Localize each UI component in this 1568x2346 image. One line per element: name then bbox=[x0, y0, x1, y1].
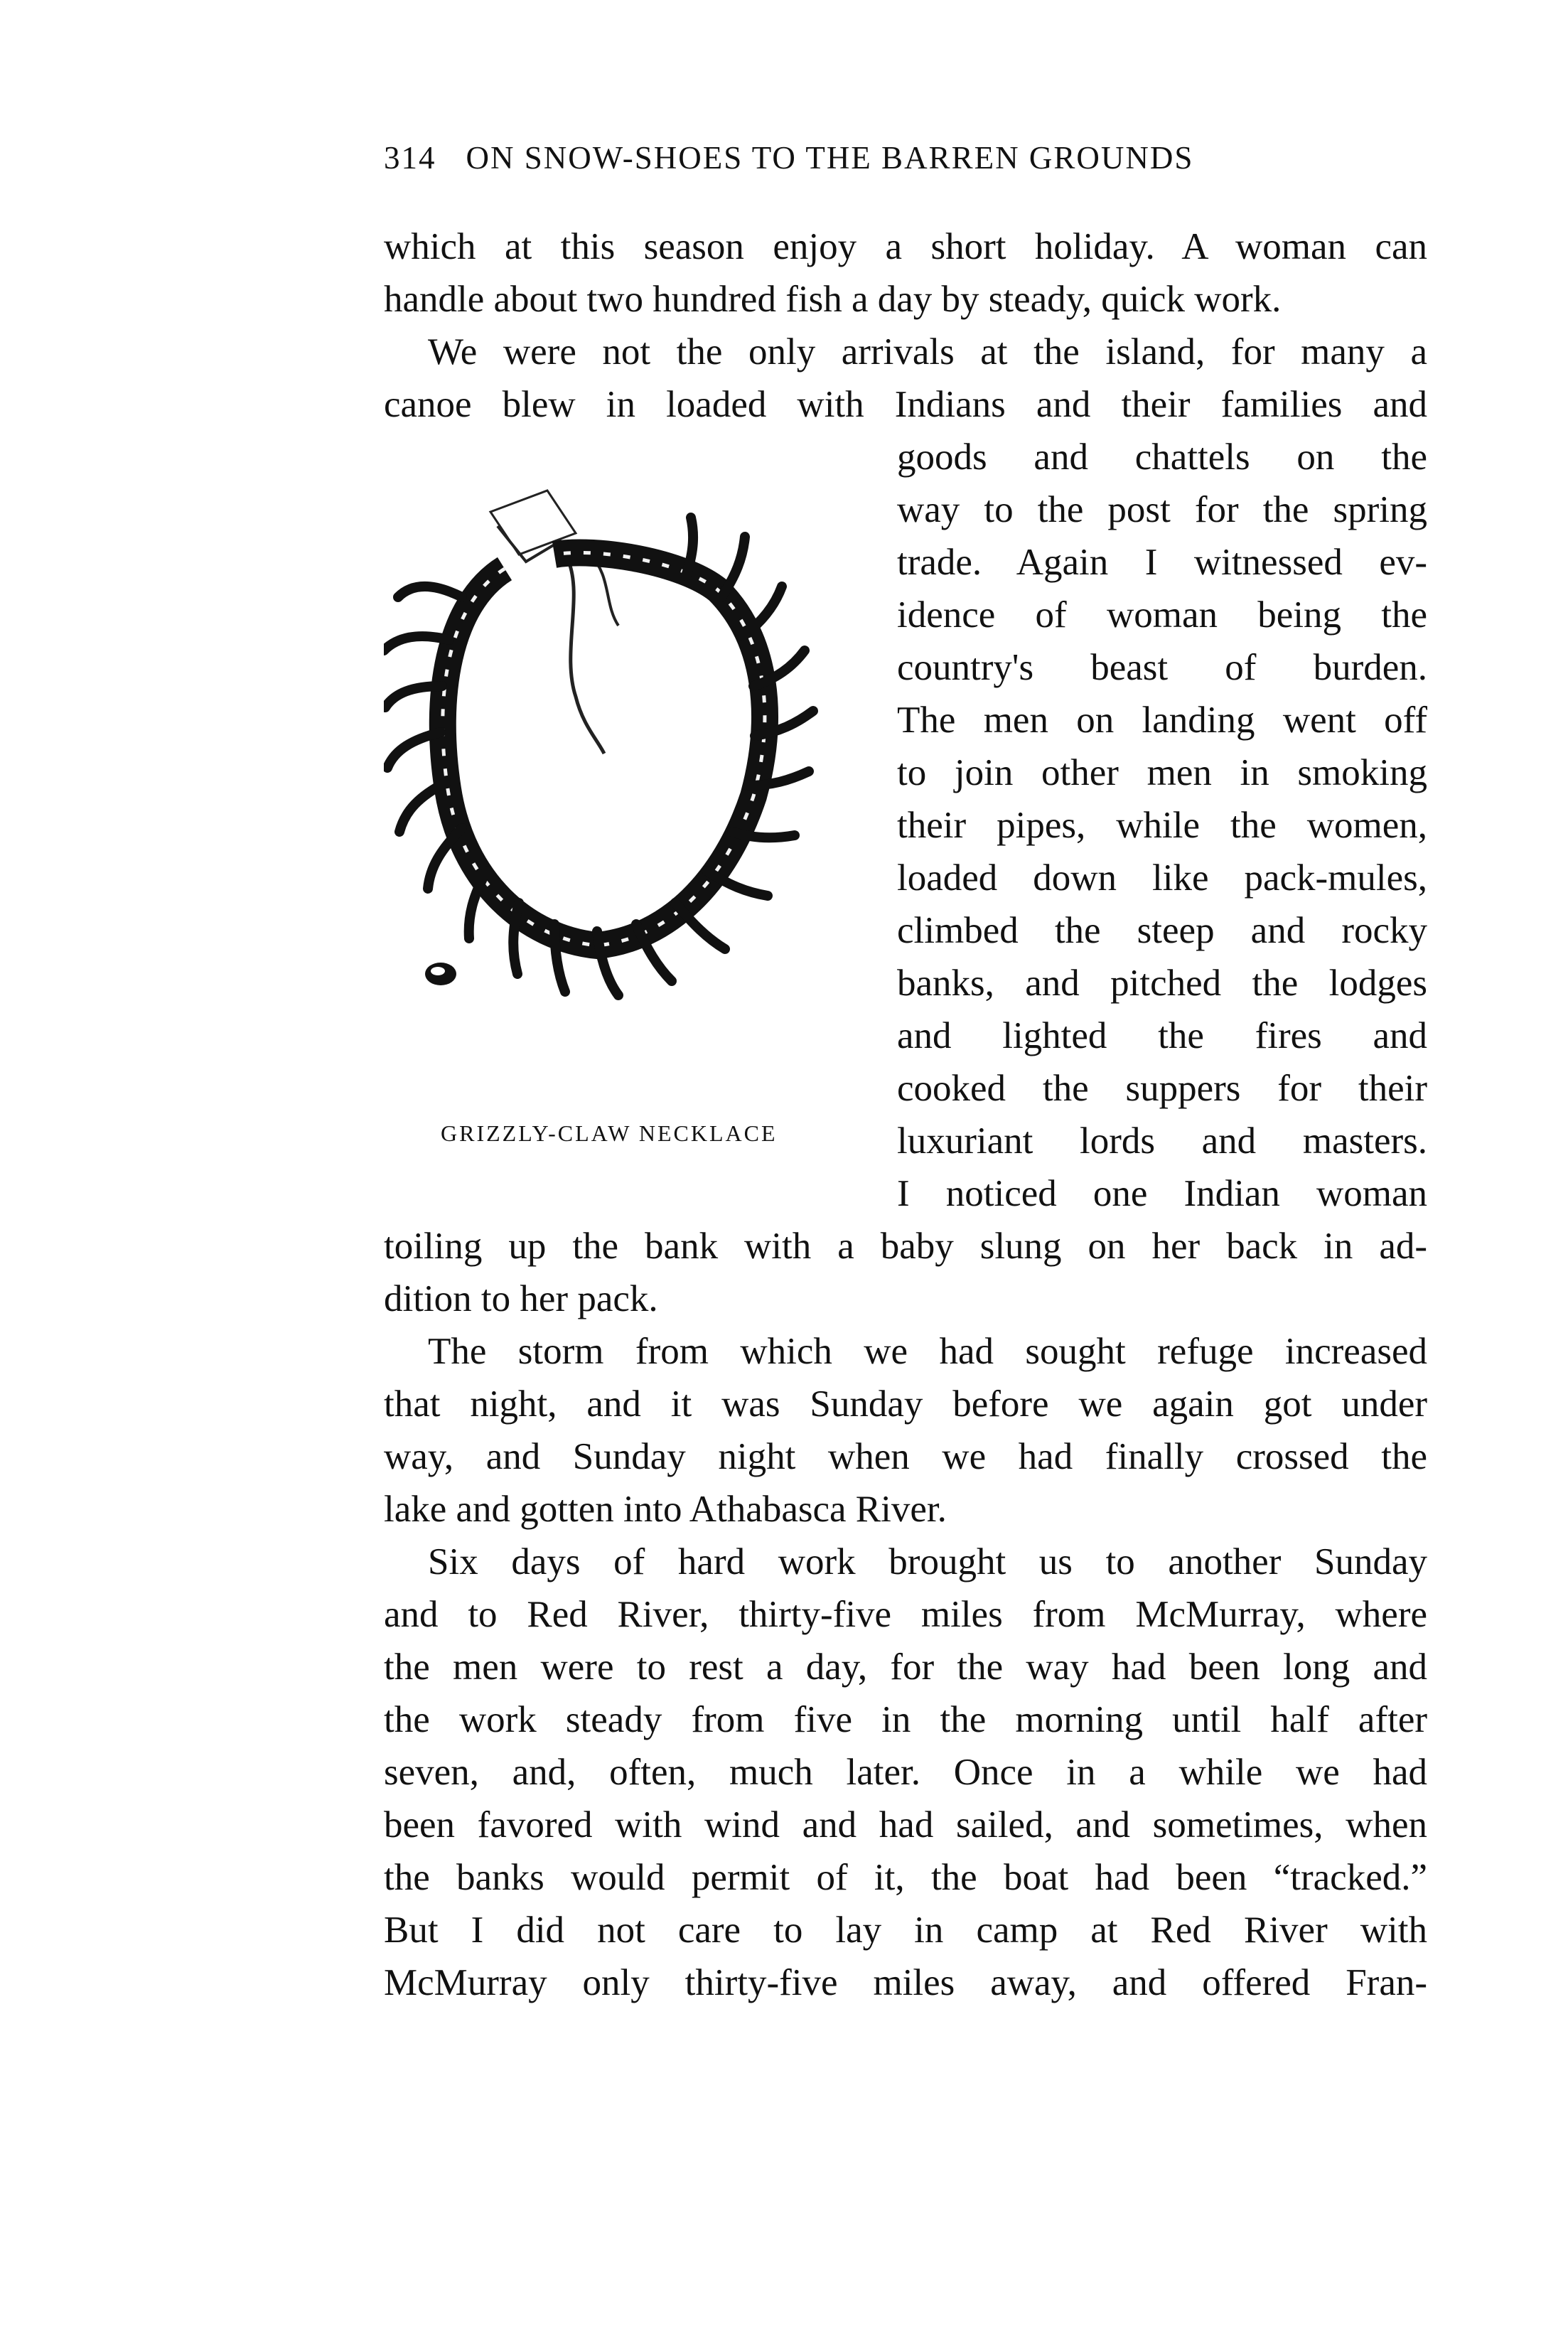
text-line: idence of woman being the bbox=[897, 594, 1427, 636]
text-line: seven, and, often, much later. Once in a while we had bbox=[384, 1752, 1427, 1793]
text-line: climbed the steep and rocky bbox=[897, 910, 1427, 951]
text-line: to join other men in smoking bbox=[897, 752, 1427, 793]
text-line: But I did not care to lay in camp at Red River with bbox=[384, 1910, 1427, 1951]
text-line: We were not the only arrivals at the island, for many a bbox=[428, 331, 1427, 373]
text-line: the men were to rest a day, for the way had been long and bbox=[384, 1646, 1427, 1688]
text-line: been favored with wind and had sailed, and sometimes, when bbox=[384, 1804, 1427, 1846]
text-line: banks, and pitched the lodges bbox=[897, 963, 1427, 1004]
text-line: toiling up the bank with a baby slung on her back in ad- bbox=[384, 1226, 1427, 1267]
text-line: way to the post for the spring bbox=[897, 489, 1427, 530]
text-line: that night, and it was Sunday before we again got under bbox=[384, 1383, 1427, 1425]
grizzly-claw-necklace-illustration bbox=[384, 483, 874, 1109]
text-line: goods and chattels on the bbox=[897, 436, 1427, 478]
text-line: handle about two hundred fish a day by steady, quick work. bbox=[384, 279, 1282, 320]
text-line: trade. Again I witnessed ev- bbox=[897, 542, 1427, 583]
text-line: luxuriant lords and masters. bbox=[897, 1120, 1427, 1162]
running-title: ON SNOW-SHOES TO THE BARREN GROUNDS bbox=[466, 140, 1194, 176]
text-line: the banks would permit of it, the boat had been “tracked.” bbox=[384, 1857, 1427, 1898]
text-line: their pipes, while the women, bbox=[897, 805, 1427, 846]
text-line: cooked the suppers for their bbox=[897, 1068, 1427, 1109]
text-line: the work steady from five in the morning until half after bbox=[384, 1699, 1427, 1740]
figure-caption: GRIZZLY-CLAW NECKLACE bbox=[441, 1120, 778, 1146]
text-line: canoe blew in loaded with Indians and their families and bbox=[384, 384, 1427, 425]
text-line: I noticed one Indian woman bbox=[897, 1173, 1427, 1214]
text-line: country's beast of burden. bbox=[897, 647, 1427, 688]
text-line: The storm from which we had sought refuge increased bbox=[428, 1331, 1427, 1372]
text-line: McMurray only thirty-five miles away, and offered Fran- bbox=[384, 1962, 1427, 2003]
text-line: dition to her pack. bbox=[384, 1278, 658, 1319]
text-line: and lighted the fires and bbox=[897, 1015, 1427, 1056]
text-line: lake and gotten into Athabasca River. bbox=[384, 1489, 947, 1530]
text-line: way, and Sunday night when we had finally crossed the bbox=[384, 1436, 1427, 1477]
page-number: 314 bbox=[384, 140, 436, 176]
text-line: Six days of hard work brought us to another Sunday bbox=[428, 1541, 1427, 1582]
text-line: which at this season enjoy a short holiday. A woman can bbox=[384, 226, 1427, 267]
running-header bbox=[384, 139, 1322, 176]
text-line: The men on landing went off bbox=[897, 700, 1427, 741]
necklace-drawing bbox=[384, 483, 825, 1095]
text-line: loaded down like pack-mules, bbox=[897, 857, 1427, 899]
text-line: and to Red River, thirty-five miles from McMurray, where bbox=[384, 1594, 1427, 1635]
